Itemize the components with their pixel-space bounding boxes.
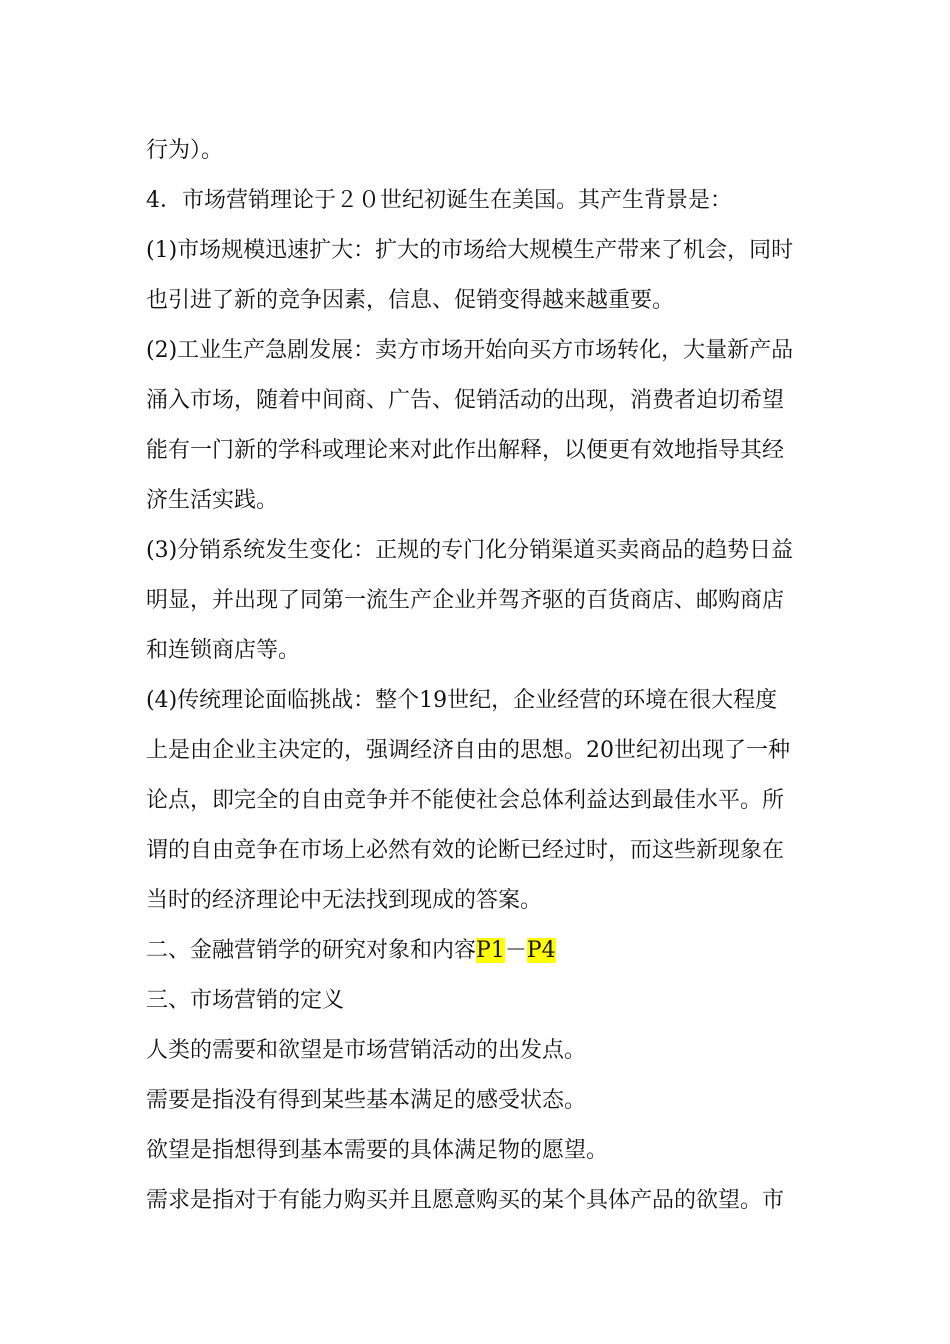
definition-line: 欲望是指想得到基本需要的具体满足物的愿望。 bbox=[146, 1138, 609, 1163]
paragraph-line: 济生活实践。 bbox=[146, 488, 279, 513]
paragraph-line: 能有一门新的学科或理论来对此作出解释，以便更有效地指导其经 bbox=[146, 438, 785, 463]
definition-line: 人类的需要和欲望是市场营销活动的出发点。 bbox=[146, 1038, 587, 1063]
point-4-heading: 4．市场营销理论于２０世纪初诞生在美国。其产生背景是： bbox=[146, 188, 732, 213]
section-3-heading: 三、市场营销的定义 bbox=[146, 988, 345, 1013]
paragraph-line: (1)市场规模迅速扩大：扩大的市场给大规模生产带来了机会，同时 bbox=[146, 238, 794, 263]
paragraph-line: (4)传统理论面临挑战：整个19世纪，企业经营的环境在很大程度 bbox=[146, 688, 778, 713]
paragraph-line: 涌入市场，随着中间商、广告、促销活动的出现，消费者迫切希望 bbox=[146, 388, 785, 413]
definition-line: 需要是指没有得到某些基本满足的感受状态。 bbox=[146, 1088, 587, 1113]
section-2-heading bbox=[146, 936, 836, 966]
paragraph-line: (3)分销系统发生变化：正规的专门化分销渠道买卖商品的趋势日益 bbox=[146, 538, 794, 563]
paragraph-line: 当时的经济理论中无法找到现成的答案。 bbox=[146, 888, 543, 913]
section-2-title: 二、金融营销学的研究对象和内容 bbox=[146, 938, 477, 963]
paragraph-line: 也引进了新的竞争因素，信息、促销变得越来越重要。 bbox=[146, 288, 675, 313]
paragraph-line: 行为）。 bbox=[146, 138, 224, 163]
paragraph-line: 论点，即完全的自由竞争并不能使社会总体利益达到最佳水平。所 bbox=[146, 788, 785, 813]
paragraph-line: (2)工业生产急剧发展：卖方市场开始向买方市场转化，大量新产品 bbox=[146, 338, 794, 363]
paragraph-line: 和连锁商店等。 bbox=[146, 638, 301, 663]
page-ref-start: P1 bbox=[476, 938, 505, 963]
page-ref-dash: － bbox=[504, 938, 527, 963]
paragraph-line: 明显，并出现了同第一流生产企业并驾齐驱的百货商店、邮购商店 bbox=[146, 588, 785, 613]
paragraph-line: 谓的自由竞争在市场上必然有效的论断已经过时，而这些新现象在 bbox=[146, 838, 785, 863]
page-ref-end: P4 bbox=[526, 938, 556, 963]
definition-line: 需求是指对于有能力购买并且愿意购买的某个具体产品的欲望。市 bbox=[146, 1188, 785, 1213]
paragraph-line: 上是由企业主决定的，强调经济自由的思想。20世纪初出现了一种 bbox=[146, 738, 790, 763]
